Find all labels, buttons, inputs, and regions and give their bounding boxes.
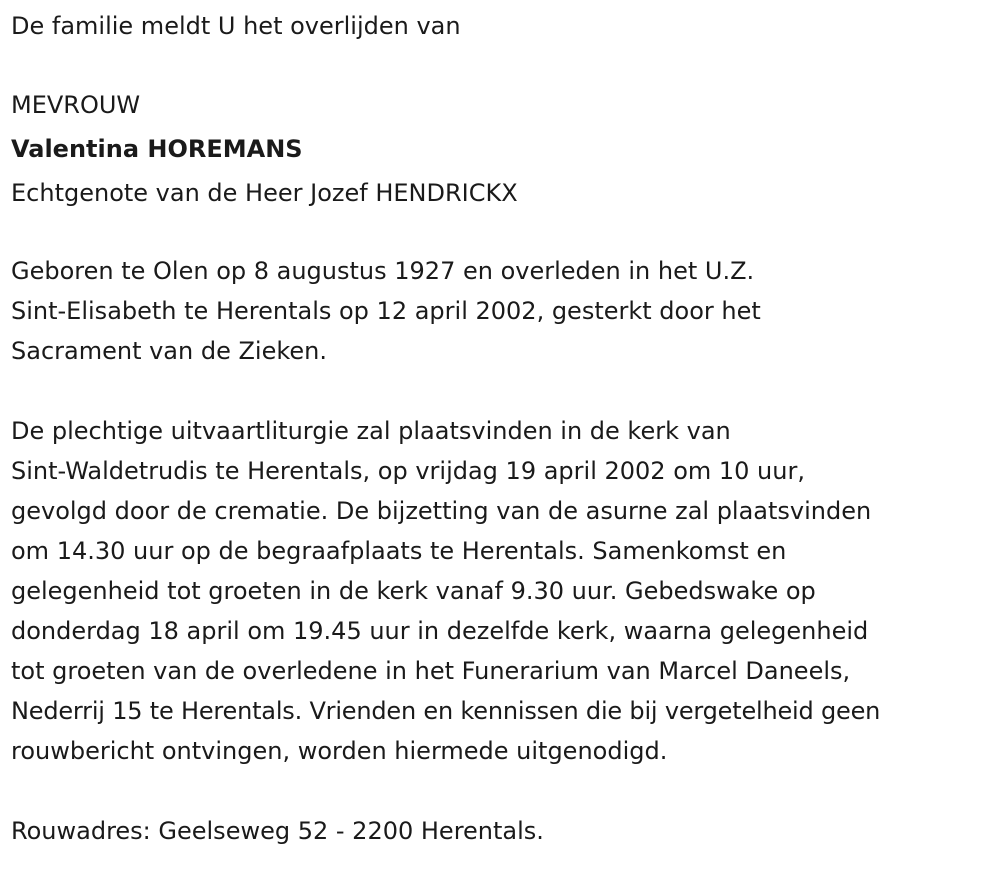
- paragraph-line: om 14.30 uur op de begraafplaats te Herentals. Samenkomst en: [11, 537, 787, 565]
- paragraph-line: De plechtige uitvaartliturgie zal plaatsvinden in de kerk van: [11, 417, 731, 445]
- paragraph-line: rouwbericht ontvingen, worden hiermede uitgenodigd.: [11, 737, 668, 765]
- paragraph-line: gevolgd door de crematie. De bijzetting van de asurne zal plaatsvinden: [11, 497, 872, 525]
- paragraph-line: Geboren te Olen op 8 augustus 1927 en overleden in het U.Z.: [11, 257, 755, 285]
- obituary-notice: [11, 6, 993, 851]
- paragraph-line: Nederrij 15 te Herentals. Vrienden en kennissen die bij vergetelheid geen: [11, 697, 881, 725]
- mourning-address: Rouwadres: Geelseweg 52 - 2200 Herentals.: [11, 817, 544, 845]
- salutation-text: MEVROUW: [11, 91, 141, 119]
- deceased-name: Valentina HOREMANS: [11, 135, 303, 163]
- intro-text: De familie meldt U het overlijden van: [11, 12, 461, 40]
- paragraph-line: donderdag 18 april om 19.45 uur in dezelfde kerk, waarna gelegenheid: [11, 617, 869, 645]
- paragraph-line: gelegenheid tot groeten in de kerk vanaf 9.30 uur. Gebedswake op: [11, 577, 816, 605]
- funeral-paragraph: [11, 411, 993, 771]
- birth-death-paragraph: [11, 251, 993, 371]
- paragraph-line: tot groeten van de overledene in het Funerarium van Marcel Daneels,: [11, 657, 851, 685]
- spouse-text: Echtgenote van de Heer Jozef HENDRICKX: [11, 179, 518, 207]
- paragraph-line: Sacrament van de Zieken.: [11, 337, 328, 365]
- address-paragraph: [11, 811, 993, 851]
- paragraph-line: Sint-Waldetrudis te Herentals, op vrijdag 19 april 2002 om 10 uur,: [11, 457, 805, 485]
- paragraph-line: Sint-Elisabeth te Herentals op 12 april 2002, gesterkt door het: [11, 297, 761, 325]
